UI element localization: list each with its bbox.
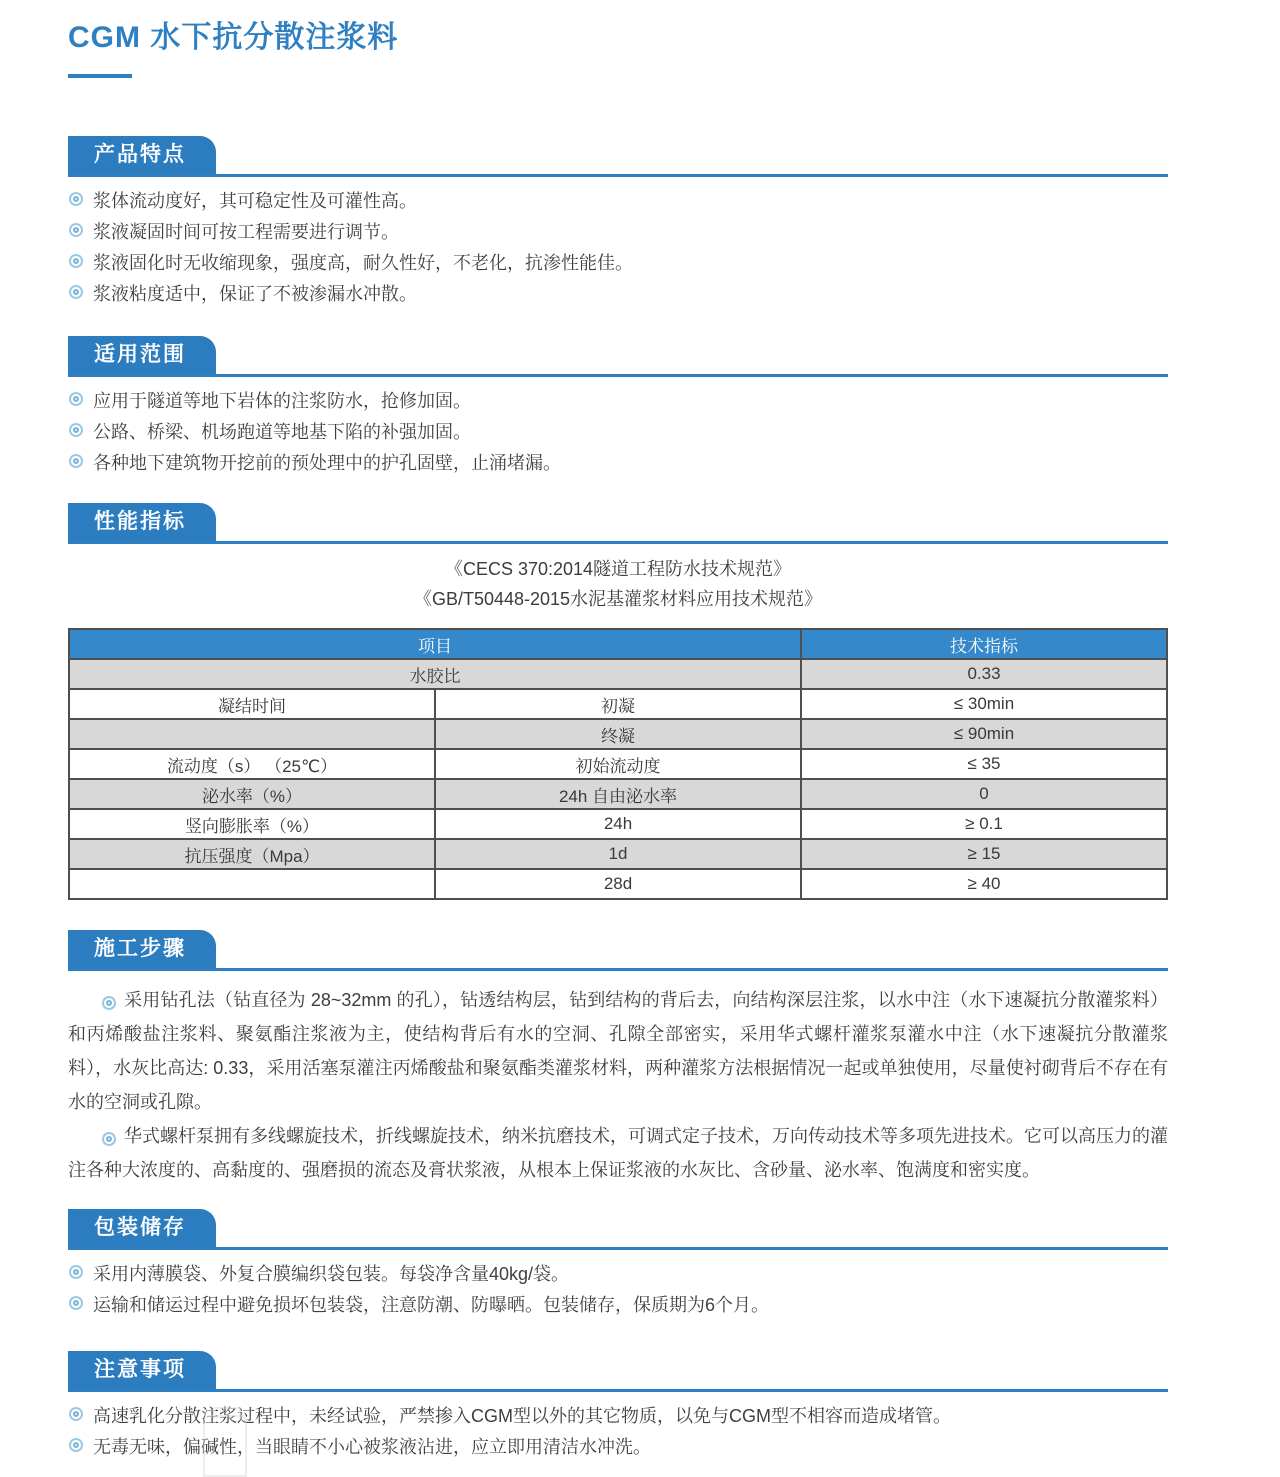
packaging-text: 运输和储运过程中避免损坏包装袋，注意防潮、防曝晒。包装储存，保质期为6个月。: [93, 1295, 770, 1315]
notes-heading-badge: 注意事项: [68, 1351, 216, 1389]
standard-reference: 《CECS 370:2014隧道工程防水技术规范》: [444, 559, 792, 579]
packaging-heading-badge: 包装储存: [68, 1209, 216, 1247]
cell-item: 凝结时间: [69, 689, 435, 719]
table-row: [69, 659, 1167, 689]
feature-text: 浆液粘度适中，保证了不被渗漏水冲散。: [93, 284, 417, 304]
performance-table: [68, 628, 1168, 900]
page-title: CGM 水下抗分散注浆料: [68, 21, 399, 54]
section-header-construction: [68, 930, 1168, 971]
cell-subitem: 24h 自由泌水率: [435, 779, 801, 809]
cell-value: ≤ 90min: [801, 719, 1167, 749]
section-header-performance: [68, 503, 1168, 544]
cell-subitem: 24h: [435, 809, 801, 839]
cell-value: ≤ 30min: [801, 689, 1167, 719]
bullseye-bullet-icon: [73, 1300, 79, 1306]
list-item: [68, 279, 1168, 310]
list-item: [68, 386, 1168, 417]
cell-value: ≥ 40: [801, 869, 1167, 899]
construction-heading-badge: 施工步骤: [68, 930, 216, 968]
bullseye-bullet-icon: [73, 196, 79, 202]
bullseye-bullet-icon: [73, 1442, 79, 1448]
cell-item: 竖向膨胀率（%）: [69, 809, 435, 839]
bullseye-bullet-icon: [73, 289, 79, 295]
table-row: [69, 809, 1167, 839]
table-row: [69, 689, 1167, 719]
faint-container-watermark: [203, 1415, 247, 1477]
title-underline: [68, 74, 132, 78]
feature-text: 浆液固化时无收缩现象，强度高，耐久性好，不老化，抗渗性能佳。: [93, 253, 633, 273]
list-item: [68, 448, 1168, 479]
scope-text: 公路、桥梁、机场跑道等地基下陷的补强加固。: [93, 422, 471, 442]
scope-list: [68, 386, 1168, 479]
column-header-index: 技术指标: [801, 629, 1167, 659]
scope-heading-badge: 适用范围: [68, 336, 216, 374]
cell-subitem: 初始流动度: [435, 749, 801, 779]
list-item: [68, 217, 1168, 248]
table-row: [69, 869, 1167, 899]
table-row: [69, 779, 1167, 809]
bullseye-bullet-icon: [73, 227, 79, 233]
document-body: [68, 12, 1168, 1463]
cell-subitem: 初凝: [435, 689, 801, 719]
cell-item: [69, 869, 435, 899]
features-heading-badge: 产品特点: [68, 136, 216, 174]
standards-references: [68, 554, 1168, 614]
bullseye-bullet-icon: [73, 396, 79, 402]
cell-value: 0.33: [801, 659, 1167, 689]
cell-item: [69, 719, 435, 749]
bullseye-bullet-icon: [73, 1269, 79, 1275]
packaging-list: [68, 1259, 1168, 1321]
bullseye-bullet-icon: [73, 1411, 79, 1417]
construction-text: 采用钻孔法（钻直径为 28~32mm 的孔），钻透结构层，钻到结构的背后去，向结构深层注浆，以水中注（水下速凝抗分散灌浆料）和丙烯酸盐注浆料、聚氨酯注浆液为主，使结构背后有水的空洞、孔隙全部密实，采用华式螺杆灌浆泵灌水中注（水下速凝抗分散灌浆料），水灰比高达: 0.33，采用活塞泵灌注丙烯酸盐和聚氨酯类灌浆材料，两种灌浆方法根据情况一起或单独使用，尽量使衬砌背后不存在有水的空洞或孔隙。: [68, 990, 1168, 1112]
cell-item: 抗压强度（Mpa）: [69, 839, 435, 869]
column-header-item: 项目: [69, 629, 801, 659]
construction-paragraph: [68, 983, 1168, 1119]
bullseye-bullet-icon: [73, 258, 79, 264]
feature-text: 浆液凝固时间可按工程需要进行调节。: [93, 222, 399, 242]
feature-text: 浆体流动度好，其可稳定性及可灌性高。: [93, 191, 417, 211]
performance-heading-badge: 性能指标: [68, 503, 216, 541]
bullseye-bullet-icon: [73, 427, 79, 433]
cell-value: ≥ 15: [801, 839, 1167, 869]
bullseye-bullet-icon: [106, 1136, 112, 1142]
cell-item: 流动度（s） （25℃）: [69, 749, 435, 779]
scope-text: 应用于隧道等地下岩体的注浆防水，抢修加固。: [93, 391, 471, 411]
section-header-features: [68, 136, 1168, 177]
table-row: [69, 719, 1167, 749]
packaging-text: 采用内薄膜袋、外复合膜编织袋包装。每袋净含量40kg/袋。: [93, 1264, 570, 1284]
note-text: 无毒无味，偏碱性，当眼睛不小心被浆液沾进，应立即用清洁水冲洗。: [93, 1437, 651, 1457]
section-header-notes: [68, 1351, 1168, 1392]
table-header-row: [69, 629, 1167, 659]
standard-reference: 《GB/T50448-2015水泥基灌浆材料应用技术规范》: [413, 589, 823, 609]
cell-subitem: 1d: [435, 839, 801, 869]
list-item: [68, 417, 1168, 448]
bullseye-bullet-icon: [106, 1000, 112, 1006]
note-text: 高速乳化分散注浆过程中，未经试验，严禁掺入CGM型以外的其它物质，以免与CGM型不相容而造成堵管。: [93, 1406, 951, 1426]
construction-paragraphs: [68, 983, 1168, 1187]
cell-subitem: 终凝: [435, 719, 801, 749]
construction-paragraph: [68, 1119, 1168, 1187]
construction-text: 华式螺杆泵拥有多线螺旋技术，折线螺旋技术，纳米抗磨技术，可调式定子技术，万向传动技术等多项先进技术。它可以高压力的灌注各种大浓度的、高黏度的、强磨损的流态及膏状浆液，从根本上保证浆液的水灰比、含砂量、泌水率、饱满度和密实度。: [68, 1126, 1168, 1180]
features-list: [68, 186, 1168, 310]
cell-value: 0: [801, 779, 1167, 809]
cell-value: ≥ 0.1: [801, 809, 1167, 839]
cell-value: ≤ 35: [801, 749, 1167, 779]
cell-item: 水胶比: [69, 659, 801, 689]
cell-item: 泌水率（%）: [69, 779, 435, 809]
list-item: [68, 248, 1168, 279]
section-header-packaging: [68, 1209, 1168, 1250]
cell-subitem: 28d: [435, 869, 801, 899]
section-header-scope: [68, 336, 1168, 377]
table-row: [69, 749, 1167, 779]
table-row: [69, 839, 1167, 869]
scope-text: 各种地下建筑物开挖前的预处理中的护孔固壁，止涌堵漏。: [93, 453, 561, 473]
list-item: [68, 186, 1168, 217]
list-item: [68, 1259, 1168, 1290]
bullseye-bullet-icon: [73, 458, 79, 464]
list-item: [68, 1290, 1168, 1321]
